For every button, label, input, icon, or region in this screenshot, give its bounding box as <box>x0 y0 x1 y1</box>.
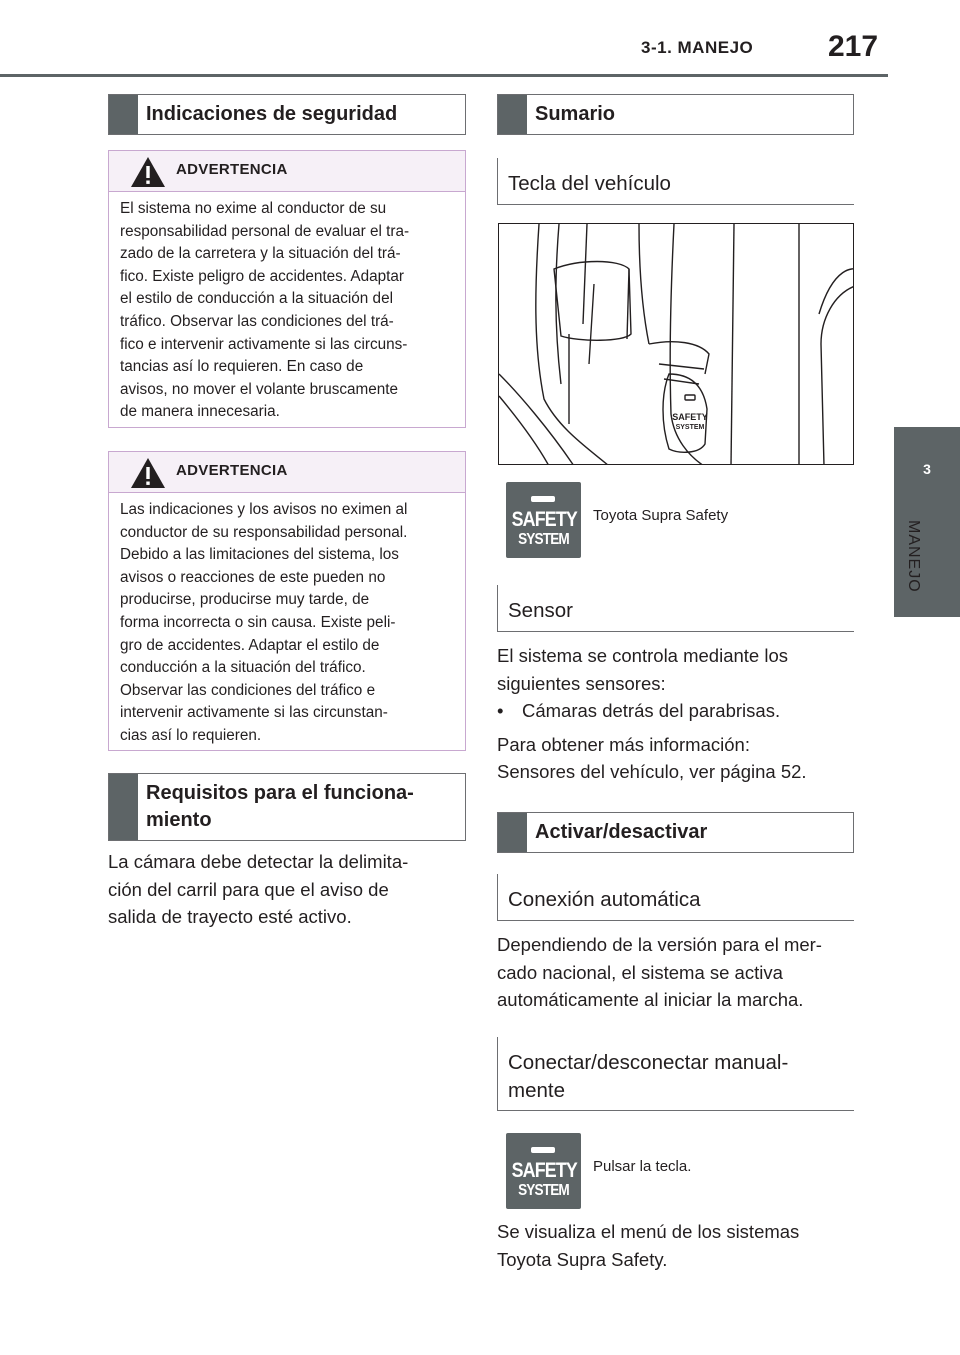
warning-title: ADVERTENCIA <box>176 161 288 178</box>
safety-heading: Indicaciones de seguridad <box>146 103 398 125</box>
requirements-text <box>108 848 468 931</box>
key-label-line-1: SAFETY <box>511 508 577 531</box>
activate-heading: Activar/desactivar <box>535 821 708 843</box>
illustration-label-2: SYSTEM <box>675 424 705 431</box>
text-line: Las indicaciones y los avisos no eximen al <box>120 501 408 518</box>
subheading-text: Sensor <box>508 599 573 622</box>
warning-triangle-icon <box>130 156 166 188</box>
text-line: cias así lo requieren. <box>120 726 262 744</box>
warning-box-1 <box>108 150 466 428</box>
text-line: forma incorrecta o sin causa. Existe peli- <box>120 613 396 631</box>
chapter-label: MANEJO <box>905 520 922 593</box>
text-line: de manera innecesaria. <box>120 403 280 421</box>
text-line: Dependiendo de la versión para el mer- <box>497 934 822 955</box>
text-line: zado de la carretera y la situación del trá- <box>120 245 401 263</box>
activate-heading-box <box>497 812 854 853</box>
key-label-line-2: SYSTEM <box>518 531 569 548</box>
text-line: tancias así lo requieren. En caso de <box>120 358 364 376</box>
press-caption: Pulsar la tecla. <box>593 1158 692 1175</box>
warning-triangle-icon <box>130 457 166 489</box>
text-line: siguientes sensores: <box>497 672 666 694</box>
key-indicator-bar <box>531 1147 555 1153</box>
text-line: gro de accidentes. Adaptar el estilo de <box>120 636 380 654</box>
sensor-subheading <box>497 585 854 632</box>
sensor-text <box>497 642 857 786</box>
text-line: cado nacional, el sistema se activa <box>497 961 783 983</box>
console-drawing <box>499 224 854 465</box>
text-line: responsabilidad personal de evaluar el tra- <box>120 222 410 240</box>
heading-bar <box>109 774 138 840</box>
manual-subheading <box>497 1037 854 1111</box>
subheading-text: Tecla del vehículo <box>508 172 671 195</box>
text-line: tráfico. Observar las condiciones del trá- <box>120 312 394 330</box>
heading-line: miento <box>146 809 212 831</box>
warning-text-1 <box>120 198 453 424</box>
safety-system-key-icon <box>506 482 581 558</box>
text-line: fico. Existe peligro de accidentes. Adaptar <box>120 267 405 285</box>
final-text <box>497 1218 857 1273</box>
safety-system-key-icon <box>506 1133 581 1209</box>
key-indicator-bar <box>531 496 555 502</box>
text-line: el estilo de conducción a la situación del <box>120 290 393 308</box>
bullet: • <box>497 700 504 721</box>
text-line: Observar las condiciones del tráfico e <box>120 681 376 699</box>
key-label-line-1: SAFETY <box>511 1159 577 1182</box>
text-line: salida de trayecto esté activo. <box>108 906 352 927</box>
heading-line: Requisitos para el funciona- <box>146 782 414 804</box>
bullet-item <box>497 697 857 725</box>
text-line: El sistema no exime al conductor de su <box>120 200 387 217</box>
warning-text-2 <box>120 499 453 748</box>
text-line: Debido a las limitaciones del sistema, los <box>120 546 399 564</box>
subheading-line: mente <box>508 1079 565 1102</box>
console-illustration <box>498 223 854 465</box>
warning-title: ADVERTENCIA <box>176 462 288 479</box>
bullet-text: Cámaras detrás del parabrisas. <box>522 700 781 721</box>
text-line: La cámara debe detectar la delimita- <box>108 851 409 872</box>
text-line: Se visualiza el menú de los sistemas <box>497 1221 800 1242</box>
key-caption: Toyota Supra Safety <box>593 507 729 524</box>
illustration-label-1: SAFETY <box>672 412 708 422</box>
text-line: fico e intervenir activamente si las circuns- <box>120 335 408 353</box>
warning-box-2 <box>108 451 466 751</box>
text-line: conducción a la situación del tráfico. <box>120 659 366 677</box>
text-line: El sistema se controla mediante los <box>497 645 788 666</box>
text-line: conductor de su responsabilidad personal. <box>120 523 408 541</box>
subheading-text <box>508 1049 788 1105</box>
requirements-heading <box>146 780 457 834</box>
summary-heading: Sumario <box>535 103 616 125</box>
subheading-text: Conexión automática <box>508 888 701 911</box>
requirements-heading-box <box>108 773 466 841</box>
text-line: Para obtener más información: <box>497 733 750 755</box>
text-line: intervenir activamente si las circunstan- <box>120 704 388 722</box>
page-number: 217 <box>828 30 879 63</box>
auto-subheading <box>497 874 854 921</box>
text-line: Toyota Supra Safety. <box>497 1248 668 1270</box>
text-line: avisos, no mover el volante bruscamente <box>120 380 399 398</box>
heading-bar <box>498 95 527 134</box>
heading-bar <box>109 95 138 134</box>
subheading-line: Conectar/desconectar manual- <box>508 1051 789 1074</box>
heading-bar <box>498 813 527 852</box>
summary-heading-box <box>497 94 854 135</box>
key-label-line-2: SYSTEM <box>518 1182 569 1199</box>
section-title: 3-1. MANEJO <box>641 38 754 57</box>
chapter-number: 3 <box>923 461 931 477</box>
header-rule <box>0 74 888 77</box>
vehicle-key-subheading <box>497 158 854 205</box>
text-line: automáticamente al iniciar la marcha. <box>497 989 804 1010</box>
text-line: ción del carril para que el aviso de <box>108 878 389 900</box>
auto-text <box>497 931 857 1014</box>
text-line: avisos o reacciones de este pueden no <box>120 568 386 586</box>
safety-heading-box <box>108 94 466 135</box>
text-line: producirse, producirse muy tarde, de <box>120 591 370 609</box>
text-line: Sensores del vehículo, ver página 52. <box>497 761 807 782</box>
